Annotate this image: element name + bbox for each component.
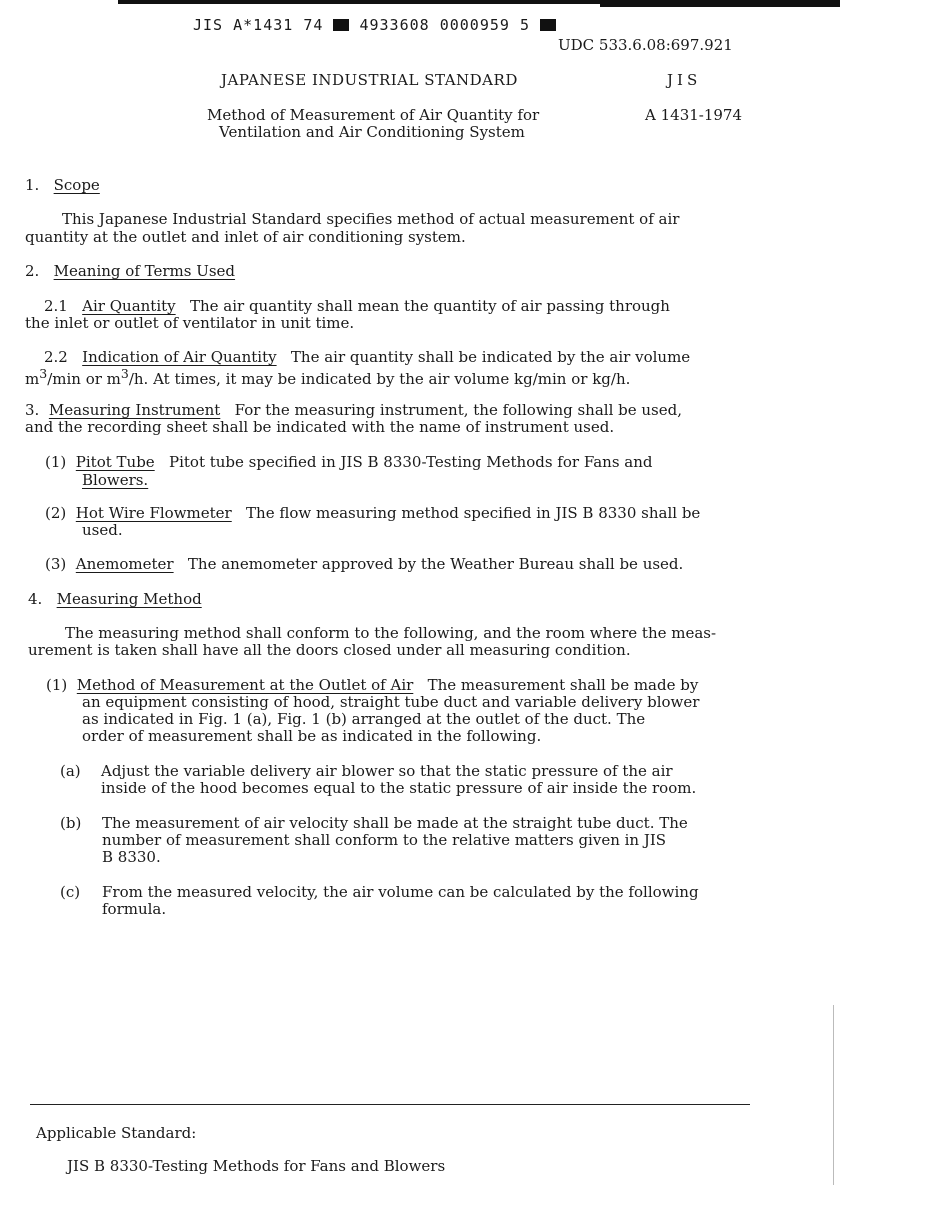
standard-number: A 1431-1974 [645,106,743,124]
unit-text: m [25,370,40,388]
sub-item-text: From the measured velocity, the air volume can be calculated by the following [102,883,699,901]
item-text: The anemometer approved by the Weather Bureau shall be used. [187,555,684,573]
clause-term: Air Quantity [82,297,176,315]
code-part-2: 4933608 0000959 5 [359,16,530,34]
item-text-continuation: used. [82,521,123,539]
instrument-item [45,504,700,522]
section-number: 2. [25,262,40,280]
sub-item-text: B 8330. [102,848,161,866]
black-square-mark [540,19,556,31]
sub-item-text: formula. [102,900,167,918]
clause-2-2-text-line [25,366,630,388]
footnote-separator [30,1104,750,1105]
instrument-item [45,453,653,471]
clause-number: 2.2 [44,348,68,366]
section-3-heading [25,401,682,419]
top-border-thick [600,2,840,7]
standard-name: JAPANESE INDUSTRIAL STANDARD [221,71,518,89]
sub-item-number: (c) [60,883,81,901]
item-text: Pitot tube specified in JIS B 8330-Testing Methods for Fans and [169,453,653,471]
item-number: (2) [45,504,67,522]
applicable-standard-ref: JIS B 8330-Testing Methods for Fans and Blowers [67,1157,446,1175]
clause-term: Indication of Air Quantity [82,348,277,366]
sub-item-number: (a) [60,762,81,780]
clause-text: The air quantity shall mean the quantity of air passing through [189,297,670,315]
sub-item-text: Adjust the variable delivery air blower so that the static pressure of the air [101,762,673,780]
section-4-intro-line: urement is taken shall have all the doors closed under all measuring condition. [28,641,631,659]
section-1-text-line: This Japanese Industrial Standard specifies method of actual measurement of air [62,210,680,228]
item-text: The measurement shall be made by [427,676,699,694]
section-title: Scope [53,176,100,194]
section-number: 4. [28,590,43,608]
item-text: The flow measuring method specified in JIS B 8330 shall be [246,504,701,522]
scan-edge-line [833,1005,834,1185]
clause-text: The air quantity shall be indicated by the air volume [290,348,691,366]
clause-2-2-line [44,348,690,366]
unit-text: /h. At times, it may be indicated by the air volume kg/min or kg/h. [128,370,631,388]
sub-item-text: number of measurement shall conform to the relative matters given in JIS [102,831,667,849]
item-number: (3) [45,555,67,573]
jis-label: JIS [667,71,702,89]
document-code-line [193,16,556,34]
udc-number: UDC 533.6.08:697.921 [558,36,733,54]
sub-item-text: The measurement of air velocity shall be made at the straight tube duct. The [102,814,688,832]
section-2-heading [25,262,235,280]
method-item [46,676,698,694]
applicable-standard-label: Applicable Standard: [36,1124,197,1142]
section-title: Meaning of Terms Used [53,262,236,280]
section-1-heading [25,176,100,194]
instrument-item [45,555,683,573]
section-number: 3. [25,401,40,419]
item-text-continuation: Blowers. [82,471,149,489]
section-4-intro-line: The measuring method shall conform to the following, and the room where the meas- [65,624,717,642]
section-title: Measuring Method [56,590,202,608]
clause-number: 2.1 [44,297,68,315]
superscript: 3 [120,366,129,381]
item-term: Hot Wire Flowmeter [75,504,232,522]
title-line-2: Ventilation and Air Conditioning System [219,123,525,141]
section-number: 1. [25,176,40,194]
clause-2-1-line [44,297,670,315]
item-term: Anemometer [75,555,174,573]
sub-item-number: (b) [60,814,82,832]
section-4-heading [28,590,202,608]
method-text-line: as indicated in Fig. 1 (a), Fig. 1 (b) arranged at the outlet of the duct. The [82,710,646,728]
unit-text: /min or m [47,370,121,388]
method-text-line: order of measurement shall be as indicated in the following. [82,727,542,745]
code-part-1: JIS A*1431 74 [193,16,324,34]
section-title: Measuring Instrument [48,401,221,419]
section-1-text-line: quantity at the outlet and inlet of air conditioning system. [25,228,466,246]
clause-2-1-text-line: the inlet or outlet of ventilator in unit time. [25,314,355,332]
section-3-text-line: and the recording sheet shall be indicated with the name of instrument used. [25,418,615,436]
method-text-line: an equipment consisting of hood, straight tube duct and variable delivery blower [82,693,700,711]
item-term: Method of Measurement at the Outlet of Air [76,676,414,694]
black-square-mark [333,19,349,31]
superscript: 3 [39,366,48,381]
item-number: (1) [46,676,68,694]
title-line-1: Method of Measurement of Air Quantity for [207,106,540,124]
section-text: For the measuring instrument, the following shall be used, [234,401,682,419]
sub-item-text: inside of the hood becomes equal to the static pressure of air inside the room. [101,779,697,797]
item-term: Pitot Tube [75,453,155,471]
item-number: (1) [45,453,67,471]
